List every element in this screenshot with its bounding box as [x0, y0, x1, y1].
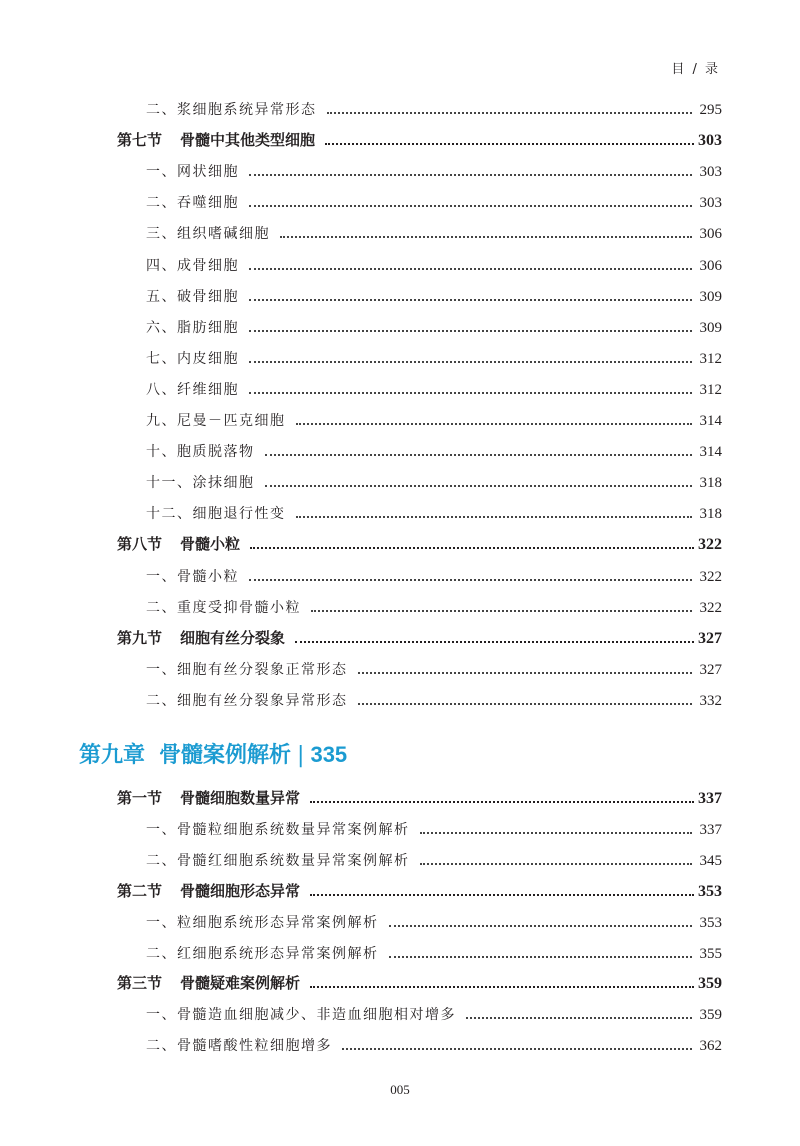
entry-page-number: 303 [699, 195, 722, 212]
dot-leader [325, 143, 694, 145]
entry-page-number: 359 [699, 1007, 722, 1024]
entry-page-number: 322 [699, 568, 722, 585]
entry-page-number: 318 [699, 475, 722, 492]
entry-title: 骨髓中其他类型细胞 [180, 131, 316, 150]
dot-leader [296, 423, 692, 425]
entry-title: 一、细胞有丝分裂象正常形态 [146, 661, 348, 678]
entry-page-number: 322 [699, 599, 722, 616]
entry-title: 二、细胞有丝分裂象异常形态 [146, 692, 348, 709]
entry-page-number: 327 [698, 629, 722, 647]
entry-title: 二、浆细胞系统异常形态 [146, 102, 317, 118]
dot-leader [420, 832, 692, 834]
toc-subsection-entry[interactable] [146, 253, 722, 275]
dot-leader [295, 641, 694, 643]
entry-page-number: 353 [699, 914, 722, 931]
entry-title: 一、骨髓粒细胞系统数量异常案例解析 [146, 821, 410, 838]
entry-title: 一、骨髓小粒 [146, 568, 239, 585]
entry-title: 一、粒细胞系统形态异常案例解析 [146, 914, 379, 931]
toc-subsection-entry[interactable] [146, 470, 722, 492]
chapter-page-number: 335 [310, 742, 348, 767]
toc-subsection-entry[interactable] [146, 221, 722, 243]
dot-leader [389, 925, 692, 927]
entry-page-number: 295 [699, 102, 722, 118]
chapter-separator: | [297, 743, 305, 768]
dot-leader [389, 956, 692, 958]
toc-subsection-entry[interactable] [146, 1002, 722, 1024]
toc-subsection-entry[interactable] [146, 848, 722, 870]
entry-page-number: 306 [699, 226, 722, 243]
entry-title: 二、红细胞系统形态异常案例解析 [146, 945, 379, 962]
entry-page-number: 332 [699, 692, 722, 709]
toc-section-entry[interactable] [117, 879, 722, 901]
toc-subsection-entry[interactable] [146, 346, 722, 368]
dot-leader [249, 268, 692, 270]
entry-page-number: 362 [699, 1038, 722, 1055]
entry-title: 二、骨髓嗜酸性粒细胞增多 [146, 1038, 332, 1055]
dot-leader [265, 485, 692, 487]
dot-leader [420, 863, 692, 865]
toc-subsection-entry[interactable] [146, 159, 722, 181]
entry-page-number: 312 [699, 350, 722, 367]
entry-title: 细胞有丝分裂象 [180, 628, 286, 647]
chapter-title: 骨髓案例解析 [159, 743, 292, 768]
entry-title: 八、纤维细胞 [146, 381, 239, 398]
entry-title: 五、破骨细胞 [146, 288, 239, 305]
dot-leader [327, 112, 692, 114]
entry-title: 一、骨髓造血细胞减少、非造血细胞相对增多 [146, 1007, 456, 1024]
entry-title: 十二、细胞退行性变 [146, 506, 286, 523]
chapter-heading [79, 738, 347, 769]
entry-title: 二、骨髓红细胞系统数量异常案例解析 [146, 852, 410, 869]
toc-subsection-entry[interactable] [146, 941, 722, 963]
entry-title: 骨髓疑难案例解析 [180, 974, 301, 993]
toc-subsection-entry[interactable] [146, 910, 722, 932]
entry-title: 六、脂肪细胞 [146, 319, 239, 336]
dot-leader [310, 801, 694, 803]
dot-leader [250, 547, 694, 549]
dot-leader [249, 579, 692, 581]
entry-page-number: 309 [699, 288, 722, 305]
entry-title: 骨髓小粒 [180, 535, 241, 554]
dot-leader [358, 703, 692, 705]
dot-leader [249, 205, 692, 207]
toc-subsection-entry[interactable] [146, 817, 722, 839]
entry-title: 四、成骨细胞 [146, 257, 239, 274]
entry-page-number: 314 [699, 444, 722, 461]
dot-leader [249, 299, 692, 301]
toc-subsection-entry[interactable] [146, 408, 722, 430]
toc-subsection-entry[interactable] [146, 564, 722, 586]
toc-subsection-entry[interactable] [146, 97, 722, 119]
entry-page-number: 359 [698, 975, 722, 993]
entry-page-number: 337 [699, 821, 722, 838]
dot-leader [249, 330, 692, 332]
entry-title: 骨髓细胞形态异常 [180, 881, 301, 900]
entry-page-number: 318 [699, 506, 722, 523]
entry-title: 七、内皮细胞 [146, 350, 239, 367]
entry-page-number: 355 [699, 945, 722, 962]
section-number: 第七节 [117, 131, 163, 150]
dot-leader [249, 361, 692, 363]
section-number: 第三节 [117, 974, 163, 993]
toc-section-entry[interactable] [117, 532, 722, 554]
toc-subsection-entry[interactable] [146, 377, 722, 399]
section-number: 第八节 [117, 535, 163, 554]
entry-page-number: 312 [699, 381, 722, 398]
entry-page-number: 345 [699, 852, 722, 869]
entry-page-number: 306 [699, 257, 722, 274]
toc-subsection-entry[interactable] [146, 284, 722, 306]
entry-title: 九、尼曼－匹克细胞 [146, 413, 286, 429]
page-header: 目 / 录 [671, 62, 720, 77]
toc-subsection-entry[interactable] [146, 315, 722, 337]
entry-page-number: 337 [698, 790, 722, 807]
toc-section-entry[interactable] [117, 786, 722, 808]
entry-title: 骨髓细胞数量异常 [180, 789, 301, 807]
entry-title: 二、吞噬细胞 [146, 195, 239, 212]
dot-leader [296, 516, 692, 518]
dot-leader [265, 454, 692, 456]
entry-title: 十、胞质脱落物 [146, 444, 255, 461]
dot-leader [466, 1017, 692, 1019]
toc-section-entry[interactable] [117, 971, 722, 993]
dot-leader [310, 986, 694, 988]
toc-section-entry[interactable] [117, 626, 722, 648]
section-number: 第二节 [117, 881, 163, 900]
entry-page-number: 309 [699, 319, 722, 336]
section-number: 第九节 [117, 628, 163, 647]
page-number: 005 [390, 1082, 410, 1097]
entry-title: 一、网状细胞 [146, 164, 239, 181]
entry-page-number: 327 [699, 661, 722, 678]
toc-section-entry[interactable] [117, 128, 722, 150]
entry-page-number: 353 [698, 882, 722, 900]
dot-leader [358, 672, 692, 674]
toc-subsection-entry[interactable] [146, 688, 722, 710]
dot-leader [249, 392, 692, 394]
entry-title: 三、组织嗜碱细胞 [146, 226, 270, 243]
toc-subsection-entry[interactable] [146, 501, 722, 523]
entry-page-number: 322 [698, 536, 722, 554]
dot-leader [342, 1048, 692, 1050]
section-number: 第一节 [117, 789, 163, 807]
toc-subsection-entry[interactable] [146, 190, 722, 212]
toc-subsection-entry[interactable] [146, 1033, 722, 1055]
toc-subsection-entry[interactable] [146, 439, 722, 461]
dot-leader [249, 174, 692, 176]
chapter-number: 第九章 [79, 743, 146, 768]
toc-subsection-entry[interactable] [146, 657, 722, 679]
entry-title: 十一、涂抹细胞 [146, 475, 255, 492]
entry-page-number: 314 [699, 413, 722, 429]
entry-page-number: 303 [698, 132, 722, 150]
toc-subsection-entry[interactable] [146, 595, 722, 617]
entry-title: 二、重度受抑骨髓小粒 [146, 599, 301, 616]
dot-leader [310, 894, 694, 896]
dot-leader [280, 236, 692, 238]
dot-leader [311, 610, 692, 612]
entry-page-number: 303 [699, 164, 722, 181]
